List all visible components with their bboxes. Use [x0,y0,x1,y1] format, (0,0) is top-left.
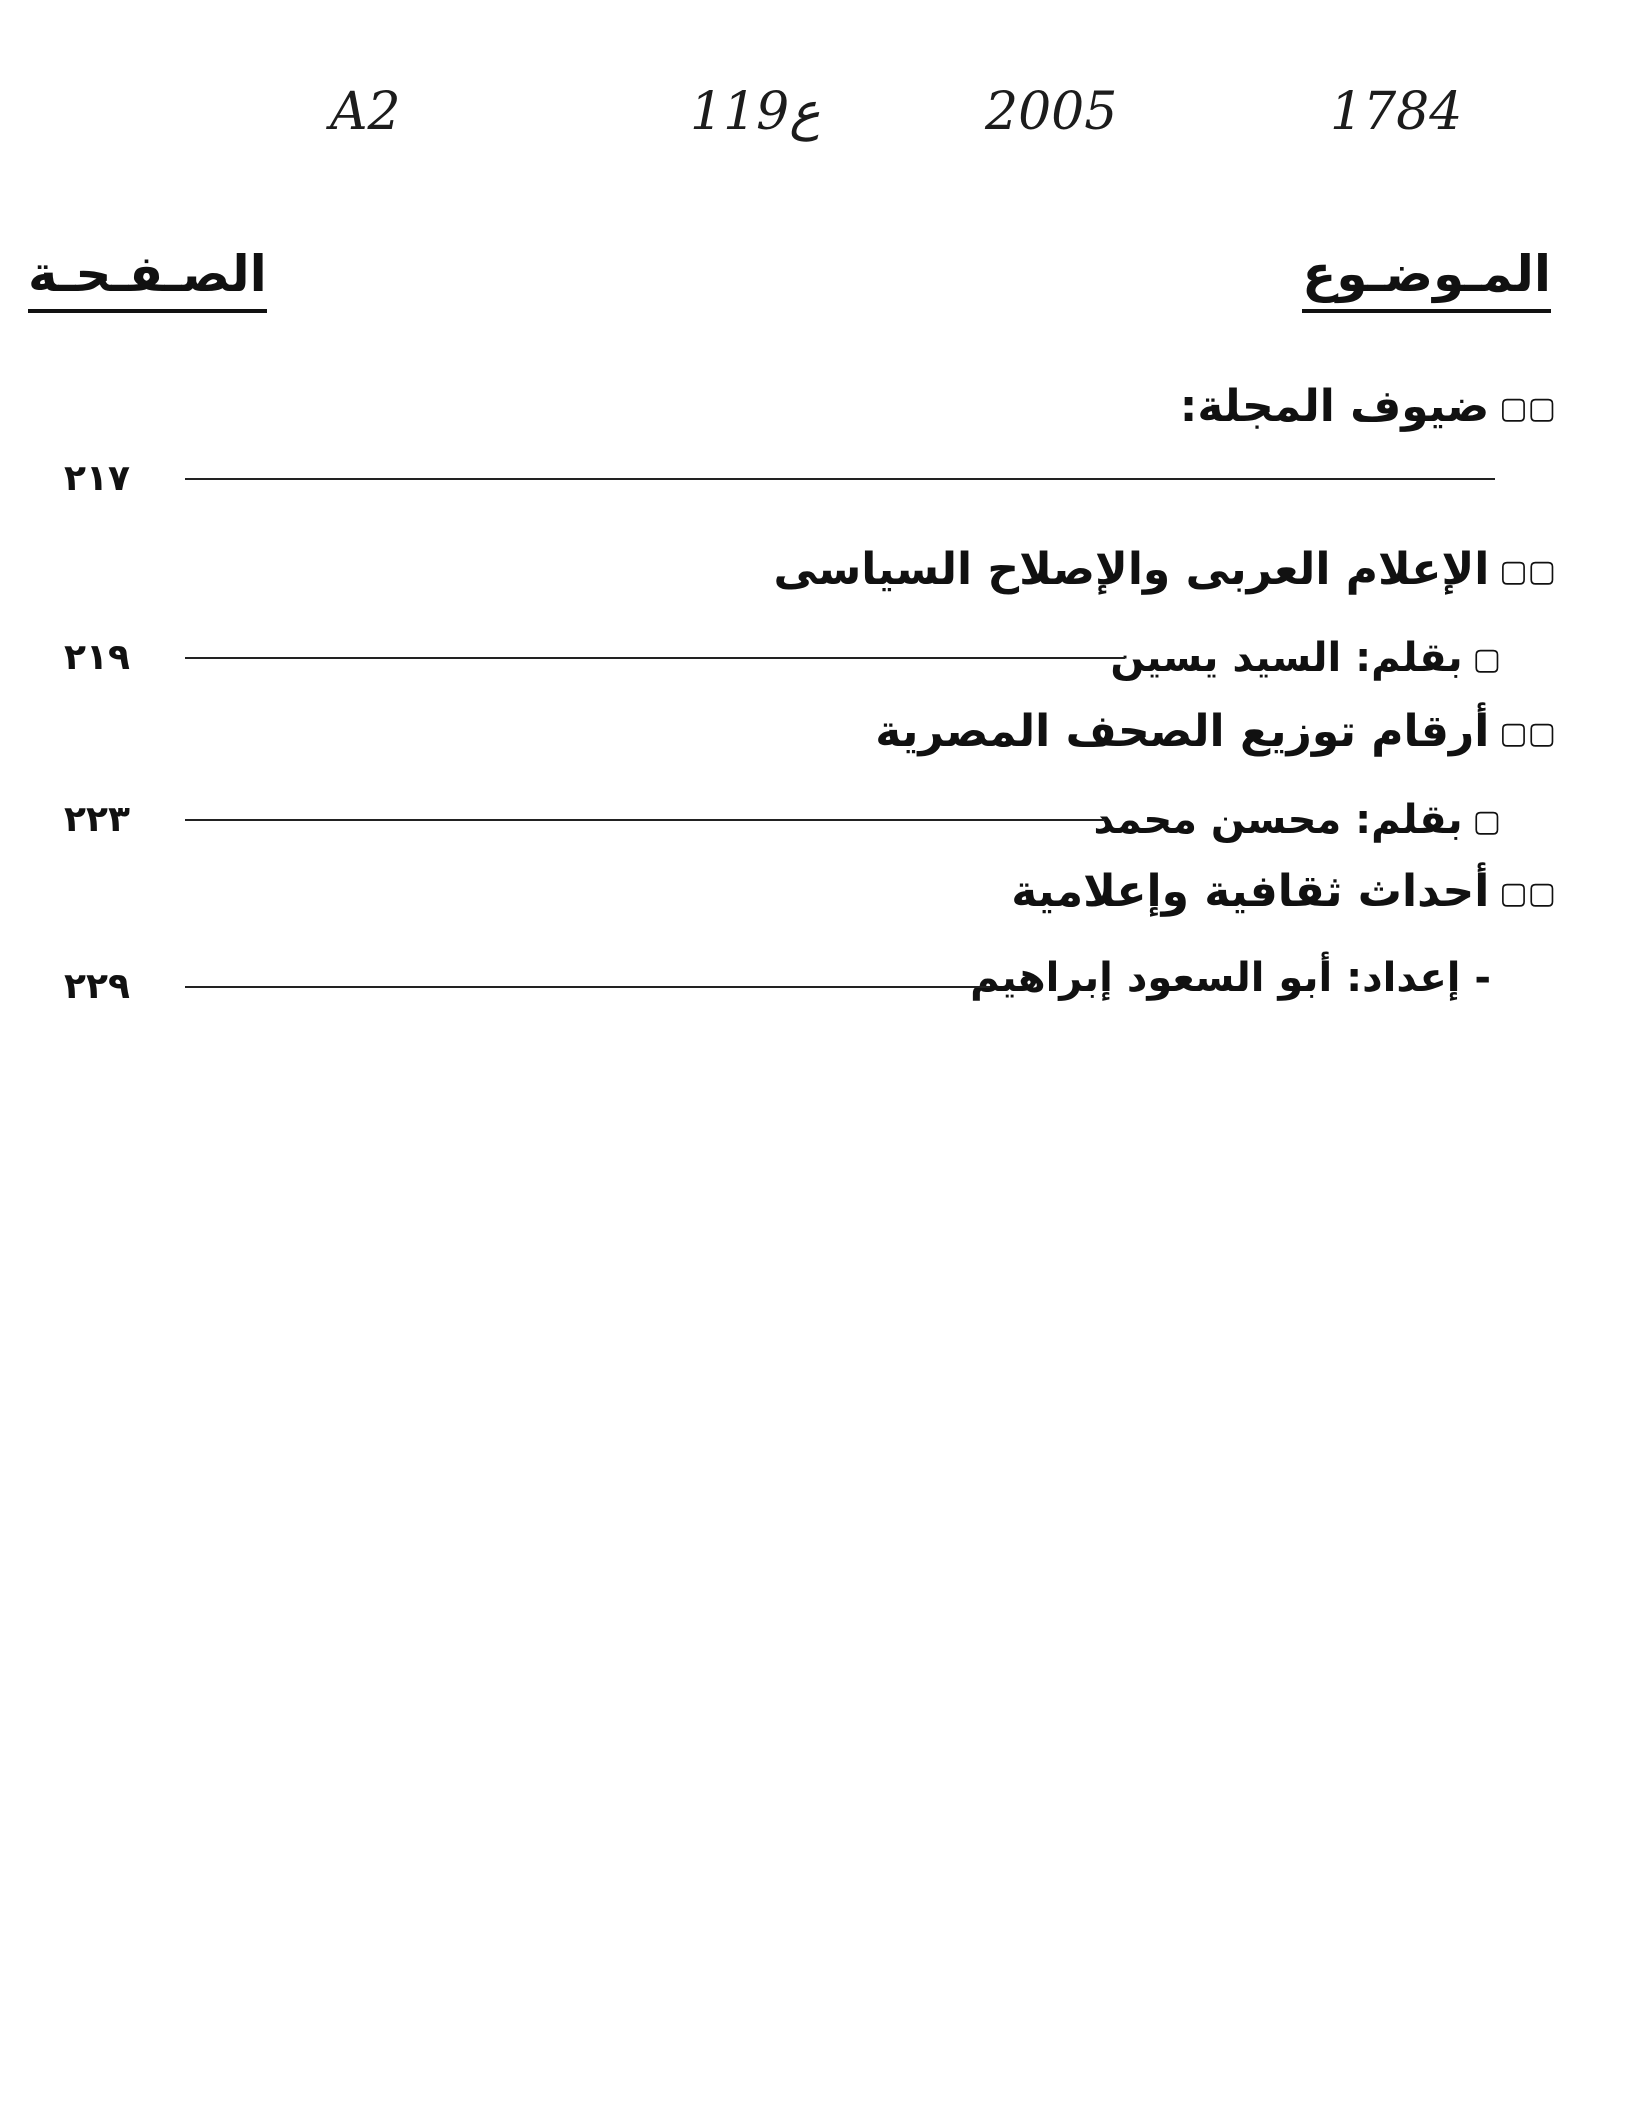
toc-entry-author [1110,635,1501,681]
double-box-marker-icon: ▢▢ [1499,391,1556,426]
leader-line [185,657,1125,659]
double-box-marker-icon: ▢▢ [1499,554,1556,589]
entry-author: بقلم: محسن محمد [1093,797,1463,843]
page-number: ٢٢٩ [64,966,130,1007]
double-box-marker-icon: ▢▢ [1499,716,1556,751]
page-number: ٢١٩ [64,637,130,678]
toc-entry-events [1011,866,1556,917]
toc-entry-media [773,544,1556,595]
leader-line [185,986,990,988]
handwritten-note: 2005 [985,82,1118,142]
topic-column-header: المـوضـوع [1302,245,1551,313]
toc-entry-guests [1179,381,1556,432]
box-marker-icon: ▢ [1472,642,1501,677]
toc-entry-author [970,955,1491,1001]
entry-title: ضيوف المجلة: [1179,381,1490,432]
box-marker-icon: ▢ [1472,804,1501,839]
page-number: ٢٢٣ [64,799,130,840]
handwritten-note: 119ع [690,82,821,142]
leader-line [185,478,1495,480]
toc-entry-author [1093,797,1501,843]
double-box-marker-icon: ▢▢ [1499,876,1556,911]
entry-author: بقلم: السيد يسين [1110,635,1463,681]
handwritten-note: A2 [330,82,401,142]
page-number: ٢١٧ [64,458,130,499]
entry-title: الإعلام العربى والإصلاح السياسى [773,544,1490,595]
entry-title: أحداث ثقافية وإعلامية [1011,866,1490,917]
page-column-header: الصـفـحـة [28,245,267,313]
entry-author: - إعداد: أبو السعود إبراهيم [970,955,1491,1001]
leader-line [185,819,1105,821]
toc-entry-distribution [875,706,1556,757]
entry-title: أرقام توزيع الصحف المصرية [875,706,1490,757]
handwritten-note: 1784 [1330,82,1463,142]
